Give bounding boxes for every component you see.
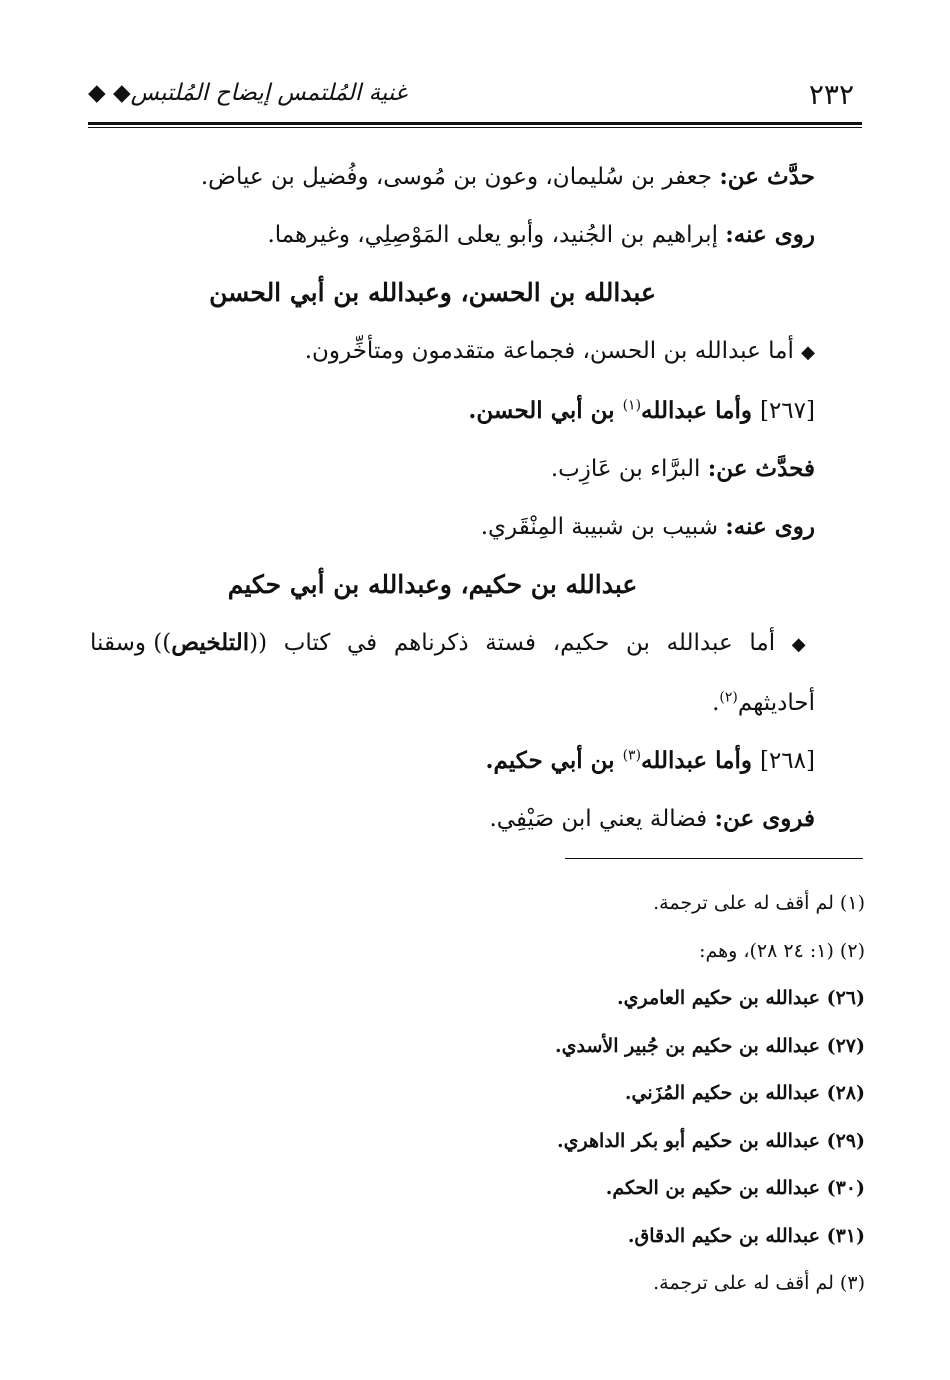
line-text: شبيب بن شبيبة المِنْقَري. [480, 514, 726, 540]
main-text [90, 148, 815, 848]
footnote-ref: (١) [622, 397, 642, 414]
footnote-list-item: (٣١) عبدالله بن حكيم الدقاق. [627, 1224, 865, 1247]
footnote-list-item: (٢٦) عبدالله بن حكيم العامري. [617, 987, 865, 1009]
bullet-line [90, 322, 815, 382]
page-header [88, 74, 862, 122]
footnote: (١) لم أقف له على ترجمة. [653, 892, 865, 914]
narrated-by-line [90, 206, 815, 264]
line-label: فحدَّث عن: [707, 455, 815, 482]
footnote: (٢) (١: ٢٤ ٢٨)، وهم: [699, 939, 865, 962]
footnote-ref: (٣) [622, 747, 642, 764]
footnote-list-item: (٢٨) عبدالله بن حكيم المُزَني. [624, 1082, 865, 1104]
section-heading: عبدالله بن حكيم، وعبدالله بن أبي حكيم [227, 570, 638, 599]
paragraph-end: . [712, 690, 720, 716]
footnote-list-item: (٢٩) عبدالله بن حكيم أبو بكر الداهري. [556, 1129, 865, 1152]
footnote: (٣) لم أقف له على ترجمة. [653, 1272, 865, 1294]
section-heading: عبدالله بن الحسن، وعبدالله بن أبي الحسن [209, 278, 656, 307]
footnotes [420, 880, 865, 1308]
line-text: البرَّاء بن عَازِب. [550, 456, 708, 482]
footnote-rule [565, 858, 863, 859]
entry-number: [٢٦٨] [759, 748, 815, 774]
line-text: جعفر بن سُليمان، وعون بن مُوسى، وفُضيل بن عياض. [200, 164, 720, 190]
bullet-paragraph [90, 614, 815, 732]
narrated-from-line [90, 790, 815, 848]
entry-268 [90, 732, 815, 790]
diamond-icon: ◆ [791, 634, 815, 655]
footnote-ref: (٢) [719, 689, 738, 706]
diamond-icon: ◆ [801, 342, 815, 363]
entry-267 [90, 382, 815, 440]
footnote-list-item: (٢٧) عبدالله بن حكيم بن جُبير الأسدي. [555, 1034, 865, 1057]
page-number: ٢٣٢ [808, 78, 854, 111]
entry-name: وأما عبدالله [641, 747, 760, 774]
line-label: فروى عن: [714, 805, 815, 832]
narrated-from-line [90, 440, 815, 498]
line-text: إبراهيم بن الجُنيد، وأبو يعلى المَوْصِلِي، وغيرهما. [267, 222, 726, 248]
footnote-list-item: (٣٠) عبدالله بن حكيم بن الحكم. [605, 1177, 865, 1199]
header-rule [88, 122, 862, 128]
line-text: أما عبدالله بن الحسن، فجماعة متقدمون ومتأخِّرون. [304, 338, 802, 364]
book-title: التلخيص [171, 629, 250, 656]
paragraph-text: أما عبدالله بن حكيم، فستة ذكرناهم في كتاب (( [249, 630, 792, 656]
line-label: روى عنه: [725, 221, 815, 248]
narrated-by-line [90, 498, 815, 556]
entry-name-rest: بن أبي الحسن. [468, 397, 623, 424]
entry-number: [٢٦٧] [759, 398, 815, 424]
entry-name-rest: بن أبي حكيم. [485, 747, 623, 774]
paragraph-text-rest: )) وسقنا أحاديثهم [90, 630, 815, 716]
line-label: روى عنه: [725, 513, 815, 540]
running-title: غنية المُلتمس إيضاح المُلتبس◆ ◆ [88, 80, 407, 106]
line-text: فضالة يعني ابن صَيْفِي. [489, 806, 715, 832]
entry-name: وأما عبدالله [641, 397, 760, 424]
narrated-from-line [90, 148, 815, 206]
line-label: حدَّث عن: [719, 163, 815, 190]
